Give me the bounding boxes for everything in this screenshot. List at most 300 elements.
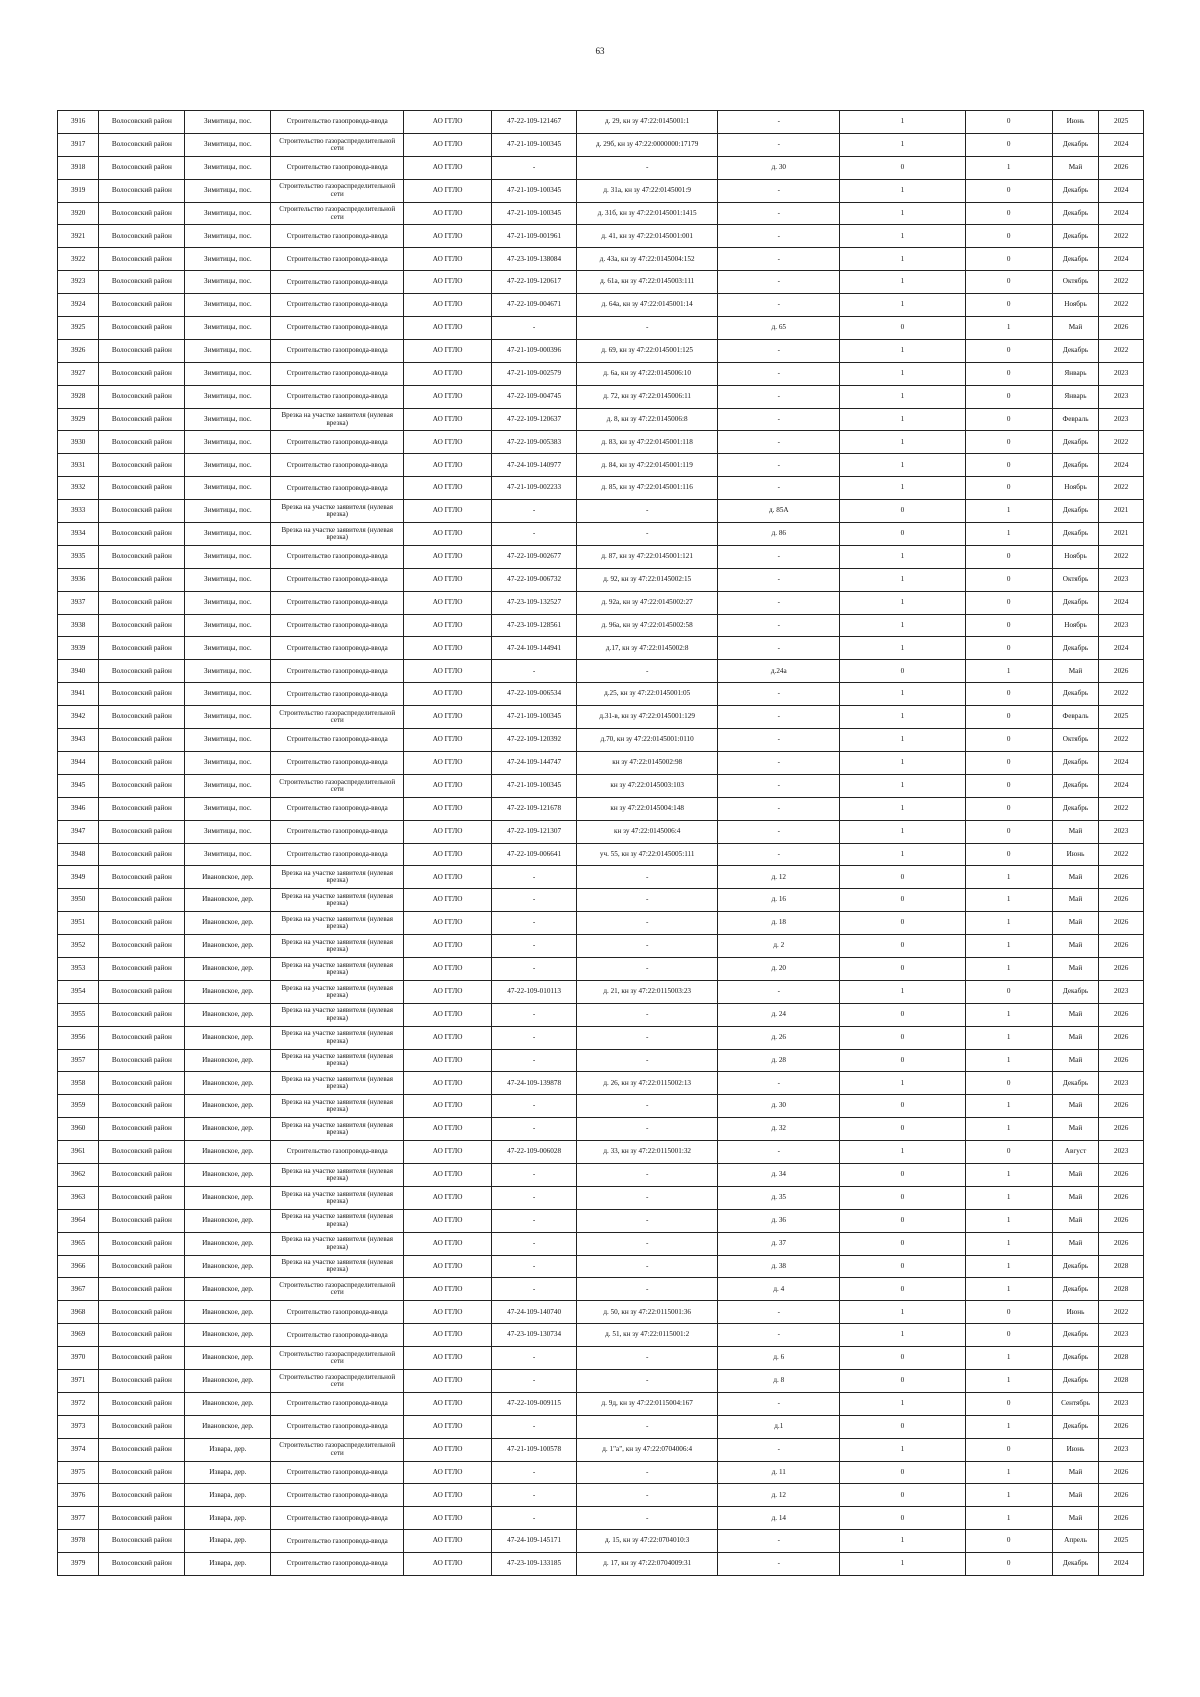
cell-district: Волосовский район [99,202,185,225]
cell-house-number: д.24а [718,660,840,683]
cell-row-number: 3979 [58,1553,99,1576]
cell-count-a: 1 [840,843,965,866]
table-row [58,889,1144,912]
cell-house-number: - [718,271,840,294]
cell-address-cadastral: - [577,1163,718,1186]
cell-organization: АО ГГЛО [404,1209,492,1232]
cell-settlement: Зимитицы, пос. [185,843,271,866]
cell-settlement: Зимитицы, пос. [185,706,271,729]
cell-month: Декабрь [1052,1324,1099,1347]
cell-year: 2026 [1099,1026,1144,1049]
cell-district: Волосовский район [99,1392,185,1415]
cell-settlement: Ивановское, дер. [185,1415,271,1438]
cell-settlement: Зимитицы, пос. [185,820,271,843]
cell-month: Декабрь [1052,225,1099,248]
cell-house-number: - [718,1301,840,1324]
table-row [58,1461,1144,1484]
table-row [58,1003,1144,1026]
cell-house-number: - [718,568,840,591]
cell-district: Волосовский район [99,866,185,889]
cell-application-number: 47-22-109-006732 [492,568,577,591]
cell-application-number: - [492,1095,577,1118]
cell-organization: АО ГГЛО [404,889,492,912]
cell-row-number: 3966 [58,1255,99,1278]
cell-month: Июнь [1052,1301,1099,1324]
cell-count-b: 1 [965,889,1052,912]
table-row [58,1369,1144,1392]
cell-house-number: д. 8 [718,1369,840,1392]
cell-address-cadastral: д.25, кн зу 47:22:0145001:05 [577,683,718,706]
cell-month: Декабрь [1052,797,1099,820]
cell-address-cadastral: д. 83, кн зу 47:22:0145001:118 [577,431,718,454]
cell-work-type: Строительство газопровода-ввода [271,294,404,317]
cell-house-number: - [718,179,840,202]
cell-address-cadastral: д. 85, кн зу 47:22:0145001:116 [577,477,718,500]
cell-district: Волосовский район [99,431,185,454]
cell-count-a: 0 [840,1255,965,1278]
cell-settlement: Зимитицы, пос. [185,797,271,820]
cell-count-b: 1 [965,156,1052,179]
cell-address-cadastral: - [577,1347,718,1370]
cell-count-a: 1 [840,729,965,752]
cell-house-number: д. 16 [718,889,840,912]
cell-year: 2023 [1099,1141,1144,1164]
cell-district: Волосовский район [99,1484,185,1507]
cell-month: Июнь [1052,111,1099,134]
cell-organization: АО ГГЛО [404,385,492,408]
cell-work-type: Врезка на участке заявителя (нулевая врезка) [271,1003,404,1026]
cell-house-number: - [718,339,840,362]
cell-month: Июнь [1052,843,1099,866]
cell-row-number: 3973 [58,1415,99,1438]
cell-address-cadastral: - [577,1232,718,1255]
cell-organization: АО ГГЛО [404,1461,492,1484]
cell-year: 2023 [1099,980,1144,1003]
cell-month: Июнь [1052,1438,1099,1461]
cell-row-number: 3959 [58,1095,99,1118]
cell-organization: АО ГГЛО [404,568,492,591]
cell-house-number: - [718,1392,840,1415]
cell-year: 2028 [1099,1255,1144,1278]
cell-year: 2026 [1099,1003,1144,1026]
cell-organization: АО ГГЛО [404,1186,492,1209]
cell-district: Волосовский район [99,133,185,156]
cell-organization: АО ГГЛО [404,1141,492,1164]
cell-settlement: Зимитицы, пос. [185,248,271,271]
cell-settlement: Извара, дер. [185,1461,271,1484]
cell-settlement: Зимитицы, пос. [185,591,271,614]
cell-application-number: 47-23-109-130734 [492,1324,577,1347]
cell-organization: АО ГГЛО [404,362,492,385]
cell-organization: АО ГГЛО [404,1095,492,1118]
cell-application-number: - [492,317,577,340]
cell-address-cadastral: - [577,317,718,340]
table-row [58,912,1144,935]
cell-work-type: Строительство газопровода-ввода [271,591,404,614]
cell-row-number: 3922 [58,248,99,271]
cell-address-cadastral: д. 69, кн зу 47:22:0145001:125 [577,339,718,362]
cell-year: 2024 [1099,202,1144,225]
cell-row-number: 3954 [58,980,99,1003]
cell-count-b: 0 [965,1553,1052,1576]
table-row [58,614,1144,637]
cell-count-b: 0 [965,362,1052,385]
cell-month: Февраль [1052,408,1099,431]
cell-count-b: 0 [965,431,1052,454]
cell-settlement: Зимитицы, пос. [185,523,271,546]
cell-organization: АО ГГЛО [404,1255,492,1278]
cell-row-number: 3934 [58,523,99,546]
cell-organization: АО ГГЛО [404,912,492,935]
cell-work-type: Врезка на участке заявителя (нулевая врезка) [271,1209,404,1232]
cell-month: Декабрь [1052,500,1099,523]
cell-row-number: 3958 [58,1072,99,1095]
cell-work-type: Строительство газопровода-ввода [271,1301,404,1324]
cell-house-number: д.1 [718,1415,840,1438]
table-row [58,774,1144,797]
cell-settlement: Ивановское, дер. [185,1255,271,1278]
cell-year: 2023 [1099,568,1144,591]
table-row [58,591,1144,614]
cell-settlement: Ивановское, дер. [185,1278,271,1301]
cell-row-number: 3921 [58,225,99,248]
cell-organization: АО ГГЛО [404,1392,492,1415]
cell-row-number: 3974 [58,1438,99,1461]
cell-work-type: Врезка на участке заявителя (нулевая врезка) [271,935,404,958]
cell-house-number: д. 37 [718,1232,840,1255]
cell-settlement: Ивановское, дер. [185,1369,271,1392]
cell-application-number: - [492,1209,577,1232]
cell-count-b: 0 [965,843,1052,866]
cell-month: Май [1052,1026,1099,1049]
cell-district: Волосовский район [99,1530,185,1553]
cell-year: 2023 [1099,1438,1144,1461]
table-row [58,477,1144,500]
cell-organization: АО ГГЛО [404,935,492,958]
cell-count-b: 0 [965,1392,1052,1415]
cell-count-b: 1 [965,500,1052,523]
cell-count-b: 1 [965,1118,1052,1141]
cell-settlement: Ивановское, дер. [185,1049,271,1072]
table-row [58,729,1144,752]
cell-settlement: Ивановское, дер. [185,935,271,958]
table-row [58,454,1144,477]
table-row [58,1209,1144,1232]
cell-year: 2026 [1099,1163,1144,1186]
cell-house-number: - [718,1141,840,1164]
cell-year: 2024 [1099,637,1144,660]
cell-settlement: Зимитицы, пос. [185,133,271,156]
cell-year: 2025 [1099,1530,1144,1553]
cell-organization: АО ГГЛО [404,957,492,980]
cell-address-cadastral: - [577,1026,718,1049]
cell-month: Декабрь [1052,637,1099,660]
cell-address-cadastral: кн зу 47:22:0145006:4 [577,820,718,843]
cell-application-number: 47-22-109-006028 [492,1141,577,1164]
cell-application-number: - [492,1255,577,1278]
cell-count-a: 0 [840,1507,965,1530]
cell-count-b: 0 [965,774,1052,797]
cell-settlement: Ивановское, дер. [185,1186,271,1209]
cell-house-number: д. 32 [718,1118,840,1141]
cell-row-number: 3942 [58,706,99,729]
cell-settlement: Ивановское, дер. [185,1141,271,1164]
cell-work-type: Строительство газопровода-ввода [271,660,404,683]
cell-application-number: - [492,889,577,912]
cell-row-number: 3936 [58,568,99,591]
cell-district: Волосовский район [99,889,185,912]
table-row [58,1553,1144,1576]
cell-application-number: - [492,1232,577,1255]
cell-house-number: д. 35 [718,1186,840,1209]
table-row [58,843,1144,866]
cell-month: Февраль [1052,706,1099,729]
cell-address-cadastral: - [577,957,718,980]
cell-district: Волосовский район [99,637,185,660]
table-row [58,820,1144,843]
cell-application-number: - [492,957,577,980]
cell-count-b: 1 [965,1186,1052,1209]
cell-application-number: - [492,1049,577,1072]
cell-house-number: - [718,454,840,477]
cell-district: Волосовский район [99,317,185,340]
cell-row-number: 3917 [58,133,99,156]
cell-count-b: 1 [965,1255,1052,1278]
cell-address-cadastral: - [577,660,718,683]
cell-month: Май [1052,1461,1099,1484]
cell-district: Волосовский район [99,1347,185,1370]
cell-application-number: 47-21-109-001961 [492,225,577,248]
cell-month: Май [1052,1049,1099,1072]
cell-row-number: 3919 [58,179,99,202]
cell-address-cadastral: - [577,889,718,912]
cell-count-a: 1 [840,1553,965,1576]
table-row [58,523,1144,546]
cell-month: Ноябрь [1052,477,1099,500]
cell-settlement: Ивановское, дер. [185,1392,271,1415]
cell-year: 2022 [1099,729,1144,752]
cell-year: 2026 [1099,156,1144,179]
cell-address-cadastral: д. 29б, кн зу 47:22:0000000:17179 [577,133,718,156]
cell-organization: АО ГГЛО [404,774,492,797]
cell-settlement: Зимитицы, пос. [185,454,271,477]
cell-month: Декабрь [1052,431,1099,454]
cell-application-number: 47-24-109-144747 [492,751,577,774]
cell-month: Май [1052,660,1099,683]
cell-year: 2022 [1099,683,1144,706]
cell-row-number: 3938 [58,614,99,637]
cell-settlement: Ивановское, дер. [185,1347,271,1370]
cell-month: Май [1052,1118,1099,1141]
cell-work-type: Строительство газораспределительной сети [271,133,404,156]
cell-year: 2023 [1099,408,1144,431]
cell-organization: АО ГГЛО [404,637,492,660]
table-row [58,1026,1144,1049]
cell-row-number: 3957 [58,1049,99,1072]
cell-district: Волосовский район [99,706,185,729]
cell-month: Май [1052,1232,1099,1255]
cell-count-a: 1 [840,1301,965,1324]
cell-work-type: Строительство газопровода-ввода [271,477,404,500]
table-row [58,294,1144,317]
table-row [58,179,1144,202]
cell-house-number: - [718,614,840,637]
cell-house-number: д. 38 [718,1255,840,1278]
table-row [58,957,1144,980]
cell-year: 2022 [1099,339,1144,362]
cell-count-b: 0 [965,339,1052,362]
table-row [58,156,1144,179]
cell-house-number: - [718,980,840,1003]
cell-house-number: д. 18 [718,912,840,935]
cell-count-a: 1 [840,797,965,820]
cell-count-b: 0 [965,1324,1052,1347]
cell-district: Волосовский район [99,1369,185,1392]
table-row [58,385,1144,408]
cell-address-cadastral: д. 61а, кн зу 47:22:0145003:111 [577,271,718,294]
cell-organization: АО ГГЛО [404,1232,492,1255]
cell-count-a: 0 [840,1049,965,1072]
cell-work-type: Строительство газопровода-ввода [271,751,404,774]
cell-count-b: 1 [965,1507,1052,1530]
cell-settlement: Зимитицы, пос. [185,477,271,500]
table-row [58,408,1144,431]
cell-row-number: 3929 [58,408,99,431]
cell-work-type: Строительство газораспределительной сети [271,706,404,729]
cell-year: 2023 [1099,385,1144,408]
cell-application-number: 47-21-109-100345 [492,179,577,202]
cell-count-b: 0 [965,980,1052,1003]
cell-application-number: - [492,866,577,889]
cell-count-a: 0 [840,1118,965,1141]
cell-month: Декабрь [1052,1347,1099,1370]
cell-month: Сентябрь [1052,1392,1099,1415]
cell-organization: АО ГГЛО [404,271,492,294]
cell-application-number: 47-24-109-139878 [492,1072,577,1095]
cell-address-cadastral: д. 29, кн зу 47:22:0145001:1 [577,111,718,134]
cell-district: Волосовский район [99,1461,185,1484]
cell-address-cadastral: - [577,1209,718,1232]
cell-row-number: 3971 [58,1369,99,1392]
cell-organization: АО ГГЛО [404,431,492,454]
cell-year: 2026 [1099,957,1144,980]
cell-count-a: 1 [840,431,965,454]
cell-count-a: 1 [840,614,965,637]
cell-organization: АО ГГЛО [404,111,492,134]
cell-house-number: - [718,797,840,820]
cell-month: Октябрь [1052,271,1099,294]
cell-organization: АО ГГЛО [404,751,492,774]
cell-settlement: Зимитицы, пос. [185,294,271,317]
cell-organization: АО ГГЛО [404,133,492,156]
cell-organization: АО ГГЛО [404,1118,492,1141]
cell-month: Май [1052,1095,1099,1118]
cell-house-number: - [718,683,840,706]
cell-count-b: 0 [965,225,1052,248]
cell-settlement: Зимитицы, пос. [185,179,271,202]
cell-work-type: Строительство газопровода-ввода [271,843,404,866]
cell-house-number: д. 34 [718,1163,840,1186]
cell-address-cadastral: д. 21, кн зу 47:22:0115003:23 [577,980,718,1003]
cell-organization: АО ГГЛО [404,706,492,729]
cell-month: Май [1052,912,1099,935]
cell-application-number: 47-21-109-100578 [492,1438,577,1461]
cell-year: 2026 [1099,912,1144,935]
cell-count-b: 1 [965,935,1052,958]
cell-house-number: - [718,133,840,156]
cell-row-number: 3931 [58,454,99,477]
cell-settlement: Зимитицы, пос. [185,431,271,454]
cell-row-number: 3930 [58,431,99,454]
cell-address-cadastral: д. 8, кн зу 47:22:0145006:8 [577,408,718,431]
cell-house-number: - [718,545,840,568]
cell-settlement: Зимитицы, пос. [185,751,271,774]
cell-year: 2028 [1099,1347,1144,1370]
cell-row-number: 3923 [58,271,99,294]
cell-address-cadastral: - [577,1118,718,1141]
cell-month: Апрель [1052,1530,1099,1553]
cell-count-b: 1 [965,1163,1052,1186]
cell-work-type: Строительство газораспределительной сети [271,1438,404,1461]
cell-count-b: 1 [965,1095,1052,1118]
cell-house-number: - [718,751,840,774]
cell-month: Декабрь [1052,1369,1099,1392]
cell-row-number: 3978 [58,1530,99,1553]
cell-work-type: Строительство газопровода-ввода [271,797,404,820]
cell-address-cadastral: - [577,156,718,179]
cell-district: Волосовский район [99,1553,185,1576]
cell-work-type: Строительство газопровода-ввода [271,1507,404,1530]
cell-application-number: 47-22-109-121307 [492,820,577,843]
cell-year: 2026 [1099,1461,1144,1484]
cell-year: 2024 [1099,591,1144,614]
cell-count-b: 1 [965,317,1052,340]
cell-house-number: д. 86 [718,523,840,546]
cell-house-number: - [718,248,840,271]
cell-address-cadastral: - [577,1369,718,1392]
cell-district: Волосовский район [99,1118,185,1141]
cell-work-type: Строительство газопровода-ввода [271,225,404,248]
cell-count-a: 0 [840,1461,965,1484]
cell-application-number: 47-21-109-100345 [492,774,577,797]
cell-count-a: 0 [840,889,965,912]
cell-count-a: 1 [840,133,965,156]
cell-district: Волосовский район [99,339,185,362]
cell-organization: АО ГГЛО [404,317,492,340]
cell-month: Декабрь [1052,683,1099,706]
cell-count-b: 0 [965,591,1052,614]
cell-year: 2026 [1099,1095,1144,1118]
cell-settlement: Зимитицы, пос. [185,271,271,294]
cell-organization: АО ГГЛО [404,980,492,1003]
cell-year: 2026 [1099,1507,1144,1530]
cell-district: Волосовский район [99,1232,185,1255]
cell-work-type: Строительство газопровода-ввода [271,1141,404,1164]
cell-settlement: Зимитицы, пос. [185,729,271,752]
cell-house-number: д. 24 [718,1003,840,1026]
cell-year: 2023 [1099,614,1144,637]
cell-district: Волосовский район [99,980,185,1003]
cell-address-cadastral: д. 43а, кн зу 47:22:0145004:152 [577,248,718,271]
cell-row-number: 3941 [58,683,99,706]
cell-row-number: 3969 [58,1324,99,1347]
cell-count-a: 0 [840,1415,965,1438]
cell-count-b: 1 [965,1461,1052,1484]
cell-year: 2024 [1099,1553,1144,1576]
cell-address-cadastral: - [577,1278,718,1301]
cell-count-a: 0 [840,1347,965,1370]
cell-application-number: 47-22-109-006534 [492,683,577,706]
